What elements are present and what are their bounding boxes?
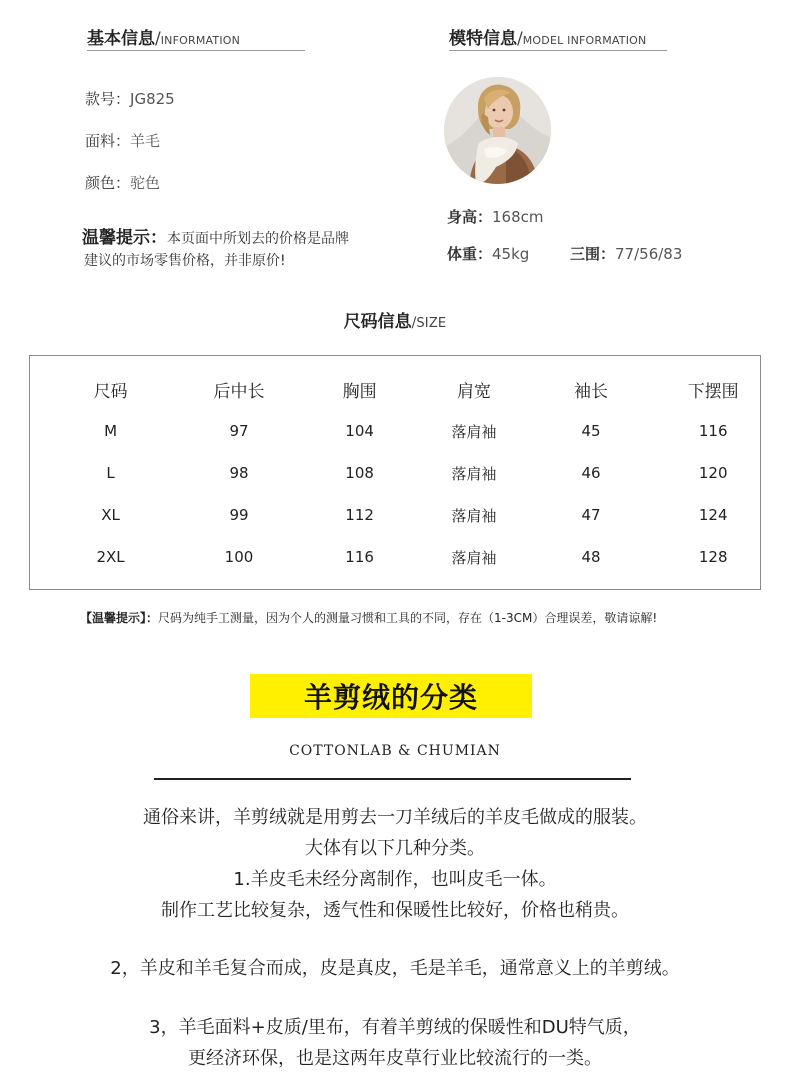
field-value: 驼色	[130, 174, 161, 192]
table-row	[30, 410, 760, 452]
paragraph-line: 制作工艺比较复杂，透气性和保暖性比较好，价格也稍贵。	[161, 900, 629, 921]
model-info-title: 模特信息/MODEL INFORMATION	[449, 29, 647, 49]
model-weight	[447, 243, 529, 264]
basic-info-title-en: INFORMATION	[160, 34, 241, 47]
field-label: 款号：	[85, 90, 131, 108]
paragraph-line: 2，羊皮和羊毛复合而成，皮是真皮，毛是羊毛，通常意义上的羊剪绒。	[110, 958, 680, 979]
price-tip-line2: 建议的市场零售价格，并非原价!	[84, 253, 286, 269]
field-label: 颜色：	[85, 174, 131, 192]
table-cell: 104	[345, 422, 374, 440]
basic-info-divider	[87, 50, 305, 51]
table-cell: 100	[224, 548, 254, 566]
paragraph-line: 通俗来讲，羊剪绒就是用剪去一刀羊绒后的羊皮毛做成的服装。	[143, 807, 647, 828]
table-row	[30, 452, 760, 494]
table-cell: 落肩袖	[451, 464, 497, 483]
table-cell: 116	[698, 422, 728, 440]
table-cell: 46	[581, 464, 601, 482]
table-cell: 120	[698, 464, 728, 482]
field-label: 面料：	[85, 132, 131, 150]
model-height-label: 身高：	[447, 208, 493, 226]
table-cell: L	[106, 464, 115, 482]
paragraph-line: 更经济环保，也是这两年皮草行业比较流行的一类。	[188, 1048, 602, 1069]
size-note-label: 【温馨提示】：	[80, 611, 159, 625]
price-tip	[82, 223, 349, 248]
table-cell: 108	[345, 464, 374, 482]
model-info-title-cn: 模特信息	[449, 29, 517, 49]
paragraph-line: 大体有以下几种分类。	[305, 838, 485, 859]
field-value: 羊毛	[130, 132, 161, 150]
header-sleeve: 袖长	[573, 381, 608, 402]
table-cell: 112	[345, 506, 374, 524]
classification-banner-text: 羊剪绒的分类	[303, 681, 478, 714]
model-measurements-value: 77/56/83	[615, 245, 683, 263]
header-size: 尺码	[93, 381, 128, 402]
size-table-box	[29, 355, 761, 590]
size-info-title-en: SIZE	[416, 316, 447, 331]
basic-info-title-cn: 基本信息	[87, 29, 155, 49]
header-shoulder: 肩宽	[457, 381, 491, 402]
table-cell: 落肩袖	[451, 548, 497, 567]
table-cell: 47	[581, 506, 601, 524]
price-tip-line1: 本页面中所划去的价格是品牌	[167, 231, 349, 247]
model-weight-value: 45kg	[492, 245, 530, 263]
size-note-text: 尺码为纯手工测量，因为个人的测量习惯和工具的不同，存在（1-3CM）合理误差，敬请谅解!	[158, 611, 658, 625]
table-cell: XL	[101, 506, 120, 524]
brand-divider	[154, 778, 631, 780]
style-number-field	[85, 88, 175, 109]
table-cell: 2XL	[96, 548, 125, 566]
model-height	[447, 206, 544, 227]
paragraph-line: 1.羊皮毛未经分离制作，也叫皮毛一体。	[233, 869, 557, 890]
table-cell: 97	[229, 422, 249, 440]
size-info-title-cn: 尺码信息	[343, 312, 412, 332]
table-cell: 99	[229, 506, 249, 524]
classification-banner	[250, 674, 532, 718]
classification-paragraph-2	[0, 953, 790, 984]
brand-name: COTTONLAB & CHUMIAN	[289, 743, 501, 759]
table-row	[30, 494, 760, 536]
header-hem: 下摆围	[687, 381, 739, 402]
fabric-field	[85, 130, 160, 151]
table-cell: 落肩袖	[451, 506, 497, 525]
classification-paragraph-3	[0, 1012, 790, 1074]
table-row	[30, 536, 760, 578]
paragraph-line: 3，羊毛面料+皮质/里布，有着羊剪绒的保暖性和DU特气质，	[149, 1017, 641, 1038]
header-back-length: 后中长	[213, 381, 265, 402]
model-weight-label: 体重：	[447, 245, 493, 263]
size-table-header-row	[30, 368, 760, 410]
classification-paragraph-1	[0, 802, 790, 926]
table-cell: 98	[229, 464, 249, 482]
model-info-title-en: MODEL INFORMATION	[522, 34, 647, 47]
model-measurements-label: 三围：	[570, 245, 616, 263]
model-measurements	[570, 243, 682, 264]
model-photo	[444, 77, 551, 184]
model-info-divider	[449, 50, 667, 51]
table-cell: 116	[345, 548, 374, 566]
price-tip-label: 温馨提示：	[82, 228, 167, 248]
table-cell: 128	[698, 548, 728, 566]
basic-info-title: 基本信息/INFORMATION	[87, 29, 241, 49]
table-cell: 48	[581, 548, 601, 566]
size-table	[30, 368, 760, 578]
table-cell: 124	[698, 506, 728, 524]
field-value: JG825	[130, 90, 175, 108]
table-cell: 落肩袖	[451, 422, 497, 441]
size-note	[80, 609, 657, 626]
header-chest: 胸围	[342, 381, 377, 402]
model-height-value: 168cm	[492, 208, 544, 226]
table-cell: M	[104, 422, 118, 440]
table-cell: 45	[581, 422, 601, 440]
color-field	[85, 172, 160, 193]
size-info-title: 尺码信息/SIZE	[343, 312, 447, 332]
